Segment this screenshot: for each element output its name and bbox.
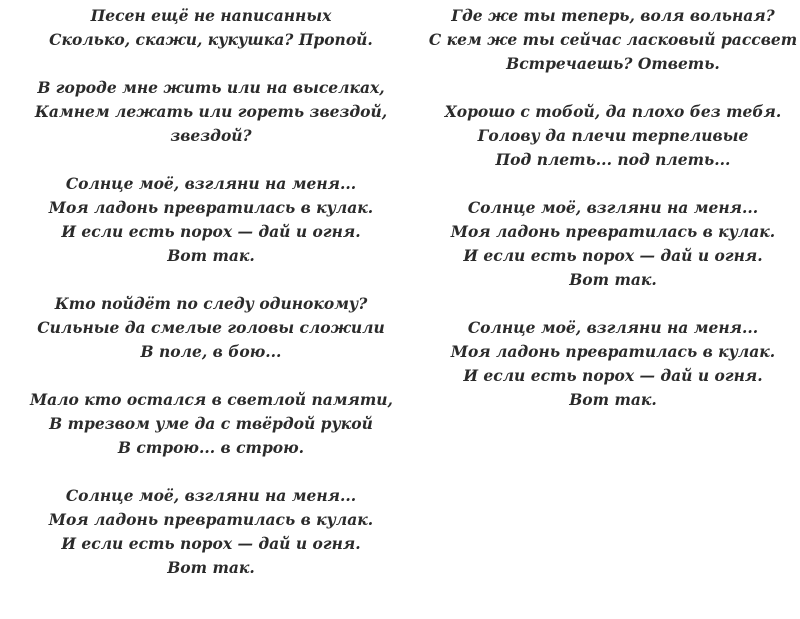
lyrics-line: В поле, в бою... [140, 342, 282, 361]
lyrics-stanza [30, 484, 392, 580]
lyrics-line: Под плеть... под плеть... [495, 150, 731, 169]
lyrics-line: Солнце моё, взгляни на меня... [467, 198, 759, 217]
lyrics-line: Солнце моё, взгляни на меня... [467, 318, 759, 337]
lyrics-line: И если есть порох — дай и огня. [463, 366, 763, 385]
lyrics-line: Моя ладонь превратилась в кулак. [450, 342, 776, 361]
lyrics-line: Хорошо с тобой, да плохо без тебя. [444, 102, 782, 121]
lyrics-line: Мало кто остался в светлой памяти, [30, 390, 393, 409]
lyrics-stanza [30, 76, 392, 148]
lyrics-line: Моя ладонь превратилась в кулак. [48, 198, 374, 217]
lyrics-column-right [426, 4, 800, 436]
lyrics-line: С кем же ты сейчас ласковый рассвет [428, 30, 798, 49]
lyrics-line: В трезвом уме да с твёрдой рукой [49, 414, 373, 433]
lyrics-stanza [426, 316, 800, 412]
lyrics-stanza [426, 100, 800, 172]
lyrics-line: И если есть порох — дай и огня. [61, 534, 361, 553]
lyrics-stanza [30, 172, 392, 268]
lyrics-line: Сильные да смелые головы сложили [37, 318, 385, 337]
lyrics-line: Где же ты теперь, воля вольная? [451, 6, 775, 25]
lyrics-line: Вот так. [167, 558, 255, 577]
lyrics-stanza [30, 388, 392, 460]
lyrics-line: И если есть порох — дай и огня. [61, 222, 361, 241]
lyrics-line: В строю... в строю. [117, 438, 305, 457]
lyrics-stanza [426, 4, 800, 76]
lyrics-line: Голову да плечи терпеливые [477, 126, 749, 145]
lyrics-line: Вот так. [569, 270, 657, 289]
lyrics-line: В городе мне жить или на выселках, [37, 78, 385, 97]
lyrics-line: Вот так. [569, 390, 657, 409]
lyrics-line: Моя ладонь превратилась в кулак. [450, 222, 776, 241]
lyrics-stanza [30, 292, 392, 364]
lyrics-stanza [426, 196, 800, 292]
lyrics-stanza [30, 4, 392, 52]
lyrics-line: Камнем лежать или гореть звездой, [34, 102, 388, 121]
lyrics-line: звездой? [170, 126, 252, 145]
lyrics-line: Кто пойдёт по следу одинокому? [54, 294, 368, 313]
lyrics-line: Сколько, скажи, кукушка? Пропой. [49, 30, 373, 49]
lyrics-line: И если есть порох — дай и огня. [463, 246, 763, 265]
lyrics-line: Встречаешь? Ответь. [506, 54, 720, 73]
lyrics-column-left [30, 4, 392, 604]
lyrics-line: Солнце моё, взгляни на меня... [65, 486, 357, 505]
lyrics-line: Вот так. [167, 246, 255, 265]
lyrics-line: Солнце моё, взгляни на меня... [65, 174, 357, 193]
lyrics-line: Моя ладонь превратилась в кулак. [48, 510, 374, 529]
lyrics-line: Песен ещё не написанных [90, 6, 332, 25]
